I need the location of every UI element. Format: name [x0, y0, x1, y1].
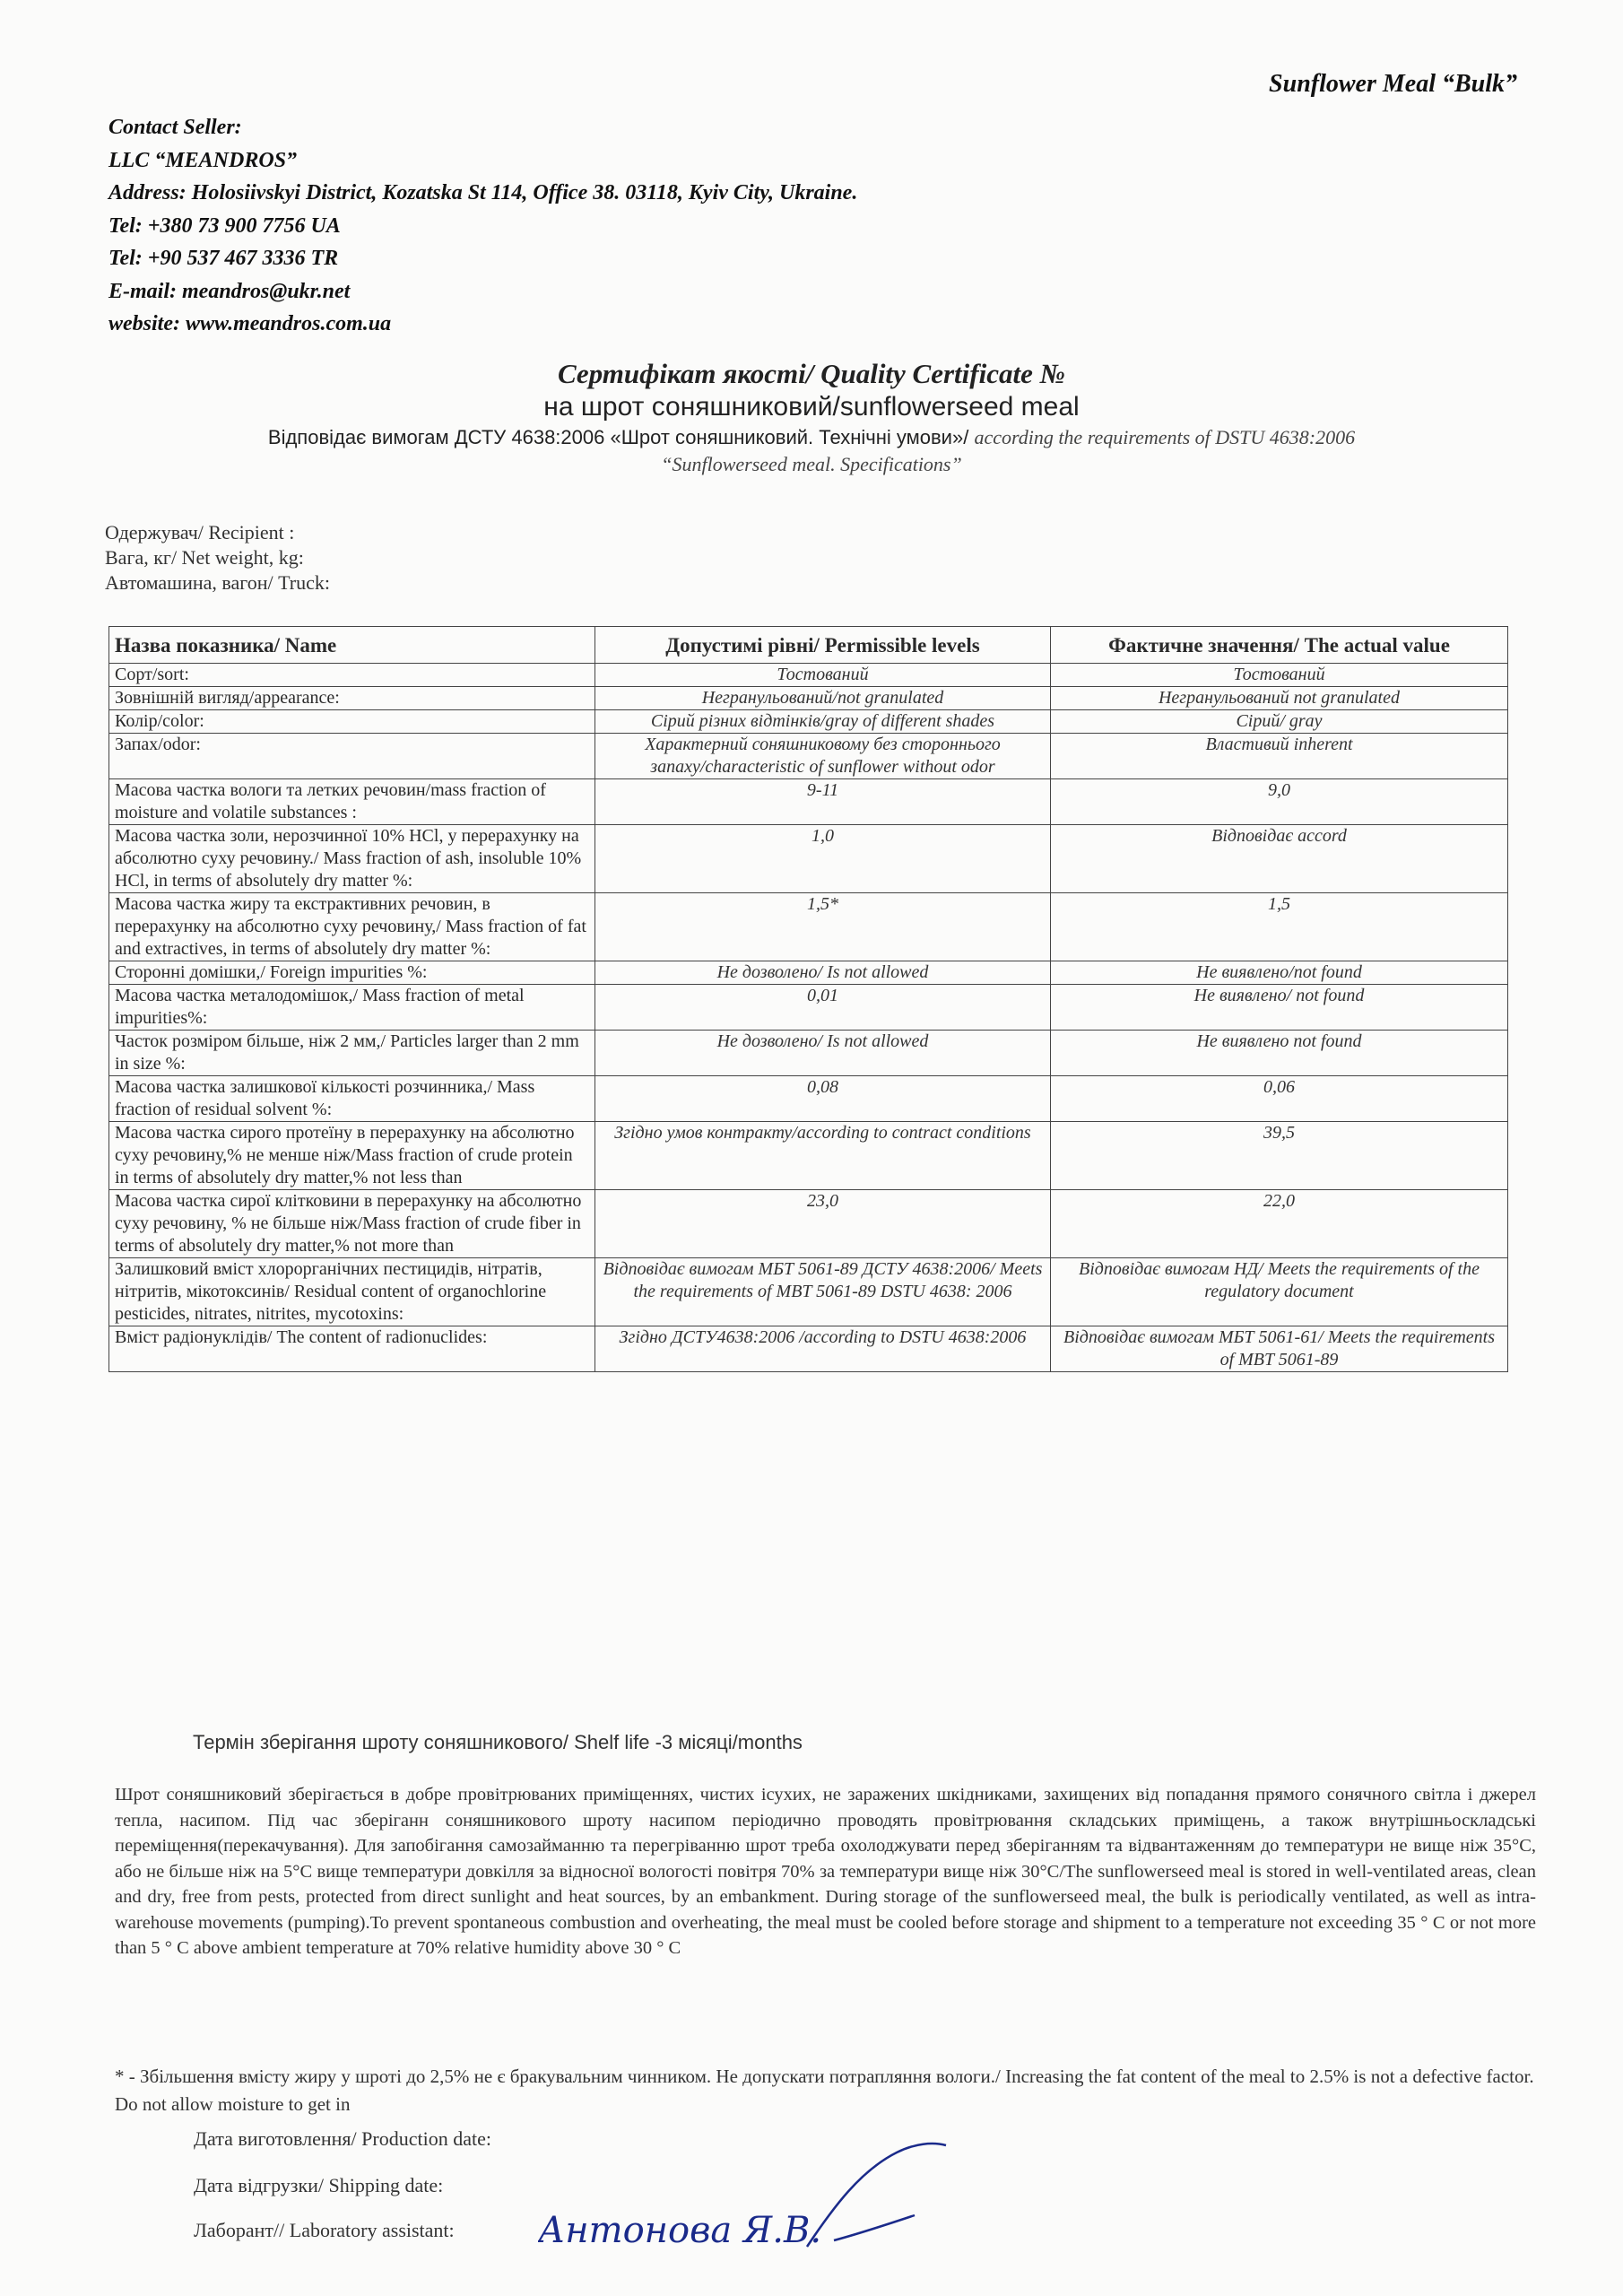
row-name-cell: Масова частка жиру та екстрактивних речовин, в перерахунку на абсолютно суху речовину,/ Mass fraction of fat and extractives, in terms of absolutely dry matter %:: [109, 893, 595, 961]
certificate-standard-en: according the requirements of DSTU 4638:2006: [974, 426, 1356, 448]
row-name-cell: Вміст радіонуклідів/ The content of radionuclides:: [109, 1326, 595, 1372]
table-row: [109, 1326, 1508, 1372]
row-name-cell: Масова частка золи, нерозчинної 10% НСl, у перерахунку на абсолютно суху речовину./ Mass fraction of ash, insoluble 10% HCl, in terms of absolutely dry matter %:: [109, 825, 595, 893]
certificate-standard-en2: “Sunflowerseed meal. Specifications”: [661, 453, 962, 475]
row-permissible-cell: 1,5*: [595, 893, 1051, 961]
table-header-row: [109, 627, 1508, 664]
table-row: [109, 687, 1508, 710]
seller-tel-ua: Tel: +380 73 900 7756 UA: [108, 213, 341, 238]
seller-contact-block: [108, 111, 857, 341]
seller-email: E-mail: meandros@ukr.net: [108, 279, 351, 303]
row-permissible-cell: 0,08: [595, 1076, 1051, 1122]
row-permissible-cell: Тостований: [595, 664, 1051, 687]
storage-conditions: Шрот соняшниковий зберігається в добре провітрюваних приміщеннях, чистих ісухих, не заражених шкідниками, захищених від попадання прямого сонячного світла і джерел тепла, насипом. Під час зберіганн соняшникового шроту насипом періодично проводять провітрювання складських приміщень, а також внутрішньоскладські переміщення(перекачування). Для запобігання самозайманню та перегріванню шрот треба охолоджувати перед зберіганням та відвантаженням до температури не вище ніж 35°С, або не більше ніж на 5°С вище температури довкілля за відносної вологості повітря 70% за температури вище ніж 30°С/The sunflowerseed meal is stored in well-ventilated areas, clean and dry, free from pests, protected from direct sunlight and heat sources, by an embankment. During storage of the sunflowerseed meal, the bulk is periodically ventilated, as well as intra-warehouse movements (pumping).To prevent spontaneous combustion and overheating, the meal must be cooled before storage and shipment to a temperature not exceeding 35 ° C or not more than 5 ° C above ambient temperature at 70% relative humidity above 30 ° C: [115, 1785, 1536, 1958]
certificate-header: [0, 357, 1623, 477]
shelf-life: Термін зберігання шроту соняшникового/ Shelf life -3 місяці/months: [193, 1731, 803, 1753]
certificate-title: Сертифікат якості/ Quality Certificate №: [558, 358, 1065, 389]
row-actual-cell: Не виявлено/ not found: [1051, 985, 1508, 1031]
table-row: [109, 1031, 1508, 1076]
seller-tel-tr: Tel: +90 537 467 3336 TR: [108, 247, 339, 270]
row-permissible-cell: 9-11: [595, 779, 1051, 825]
recipient-block: [105, 520, 330, 596]
row-actual-cell: Не виявлено/not found: [1051, 961, 1508, 985]
table-row: [109, 734, 1508, 779]
footnote: * - Збільшення вмісту жиру у шроті до 2,5% не є бракувальним чинником. Не допускати потрапляння вологи./ Increasing the fat content of the meal to 2.5% is not a defective factor. Do not allow moisture to get in: [115, 2066, 1534, 2115]
row-actual-cell: Сірий/ gray: [1051, 710, 1508, 734]
quality-spec-table: [108, 626, 1508, 1372]
table-row: [109, 1190, 1508, 1258]
row-name-cell: Зовнішній вигляд/appearance:: [109, 687, 595, 710]
row-permissible-cell: Негранульований/not granulated: [595, 687, 1051, 710]
table-row: [109, 1258, 1508, 1326]
row-permissible-cell: Не дозволено/ Is not allowed: [595, 961, 1051, 985]
table-row: [109, 985, 1508, 1031]
row-actual-cell: Тостований: [1051, 664, 1508, 687]
row-name-cell: Сторонні домішки,/ Foreign impurities %:: [109, 961, 595, 985]
seller-company: LLC “MEANDROS”: [108, 148, 298, 172]
table-row: [109, 825, 1508, 893]
signature-icon: [538, 2135, 968, 2260]
row-actual-cell: 39,5: [1051, 1122, 1508, 1190]
row-permissible-cell: Згідно ДСТУ4638:2006 /according to DSTU 4638:2006: [595, 1326, 1051, 1372]
table-row: [109, 779, 1508, 825]
lab-assistant-signature: [538, 2135, 968, 2265]
row-permissible-cell: Сірий різних відтінків/gray of different shades: [595, 710, 1051, 734]
row-actual-cell: Не виявлено not found: [1051, 1031, 1508, 1076]
header-name: Назва показника/ Name: [109, 627, 595, 664]
certificate-standard-ua: Відповідає вимогам ДСТУ 4638:2006 «Шрот соняшниковий. Технічні умови»/: [267, 426, 969, 448]
document-page: Sunflower Meal “Bulk” Contact Seller: LLC “MEANDROS” Address: Holosiivskyi District, Kozatska St 114, Office 38. 03118, Kyiv City, Ukraine. Tel: +380 73 900 7756 UA Tel: +90 537 467 3336 TR E-mail: meandros@ukr.net website: www.meandros.com.ua Сертифікат якості/ Quality Certificate № на шрот соняшниковий/sunflowerseed meal Відповідає вимогам ДСТУ 4638:2006 «Шрот соняшниковий. Технічні умови»/ according the requirements of DSTU 4638:2006 “Sunflowerseed meal. Specifications” Одержувач/ Recipient : Вага, кг/ Net weight, kg: Автомашина, вагон/ Truck: Назва показника/ Name Допустимі рівні/ Permissible levels Фактичне значення/ The actual value Сорт/sort: Тостований Тостований Зовнішній вигляд/appearance: Негранульований/not granulated Негранульований not granulated Колір/color: Сірий різних відтінків/gray of different shades Сірий/ gray Запах/odor: Характерний соняшниковому без стороннього запаху/characteristic of sunflower without odor Властивий inherent Масова частка вологи та летких речовин/mass fraction of moisture and volatile substances : 9-11 9,0 Масова частка золи, нерозчинної 10% НСl, у перерахунку на абсолютно суху речовину./ Mass fraction of ash, insoluble 10% HCl, in terms of absolutely dry matter %: 1,0 Відповідає accord Масова частка жиру та екстрактивних речовин, в перерахунку на абсолютно суху речовину,/ Mass fraction of fat and extractives, in terms of absolutely dry matter %: 1,5* 1,5 Сторонні домішки,/ Foreign impurities %: Не дозволено/ Is not allowed Не виявлено/not found Масова частка металодомішок,/ Mass fraction of metal impurities%: 0,01 Не виявлено/ not found Часток розміром більше, ніж 2 мм,/ Particles larger than 2 mm in size %: Не дозволено/ Is not allowed Не виявлено not found Масова частка залишкової кількості розчинника,/ Mass fraction of residual solvent %: 0,08 0,06 Масова частка сирого протеїну в перерахунку на абсолютно суху речовину,% не менше ніж/Mass fraction of crude protein in terms of absolutely dry matter,% not less than Згідно умов контракту/according to contract conditions 39,5 Масова частка сирої клітковини в перерахунку на абсолютно суху речовину, % не більше ніж/Mass fraction of crude fiber in terms of absolutely dry matter,% not more than 23,0 22,0 Залишковий вміст хлорорганічних пестицидів, нітратів, нітритів, мікотоксинів/ Residual content of organochlorine pesticides, nitrates, nitrites, mycotoxins: Відповідає вимогам МБТ 5061-89 ДСТУ 4638:2006/ Meets the requirements of MBT 5061-89 DSTU 4638: 2006 Відповідає вимогам НД/ Meets the requirements of the regulatory document Вміст радіонуклідів/ The content of radionuclides: Згідно ДСТУ4638:2006 /according to DSTU 4638:2006 Відповідає вимогам МБТ 5061-61/ Meets the requirements of MBT 5061-89 Термін зберігання шроту соняшникового/ Shelf life -3 місяці/months Шрот соняшниковий зберігається в добре провітрюваних приміщеннях, чистих ісухих, не заражених шкідниками, захищених від попадання прямого сонячного світла і джерел тепла, насипом. Під час зберіганн соняшникового шроту насипом періодично проводять провітрювання складських приміщень, а також внутрішньоскладські переміщення(перекачування). Для запобігання самозайманню та перегріванню шрот треба охолоджувати перед зберіганням та відвантаженням до температури не вище ніж 35°С, або не більше ніж на 5°С вище температури довкілля за відносної вологості повітря 70% за температури вище ніж 30°С/The sunflowerseed meal is stored in well-ventilated areas, clean and dry, free from pests, protected from direct sunlight and heat sources, by an embankment. During storage of the sunflowerseed meal, the bulk is periodically ventilated, as well as intra-warehouse movements (pumping).To prevent spontaneous combustion and overheating, the meal must be cooled before storage and shipment to a temperature not exceeding 35 ° C or not more than 5 ° C above ambient temperature at 70% relative humidity above 30 ° C * - Збільшення вмісту жиру у шроті до 2,5% не є бракувальним чинником. Не допускати потрапляння вологи./ Increasing the fat content of the meal to 2.5% is not a defective factor. Do not allow moisture to get in Дата виготовлення/ Production date: Дата відгрузки/ Shipping date: Лаборант// Laboratory assistant: Антонова Я.В.: [0, 0, 1623, 2296]
product-title: Sunflower Meal “Bulk”: [1269, 70, 1517, 98]
seller-address: Address: Holosiivskyi District, Kozatska St 114, Office 38. 03118, Kyiv City, Ukraine.: [108, 181, 858, 204]
row-permissible-cell: 1,0: [595, 825, 1051, 893]
row-permissible-cell: 0,01: [595, 985, 1051, 1031]
signature-text: Антонова Я.В.: [538, 2210, 822, 2251]
table-row: [109, 664, 1508, 687]
seller-heading: Contact Seller:: [108, 116, 242, 139]
row-permissible-cell: 23,0: [595, 1190, 1051, 1258]
row-permissible-cell: Не дозволено/ Is not allowed: [595, 1031, 1051, 1076]
row-name-cell: Масова частка металодомішок,/ Mass fraction of metal impurities%:: [109, 985, 595, 1031]
row-actual-cell: Відповідає вимогам НД/ Meets the requirements of the regulatory document: [1051, 1258, 1508, 1326]
table-row: [109, 1076, 1508, 1122]
truck-label: Автомашина, вагон/ Truck:: [105, 571, 331, 594]
recipient-label: Одержувач/ Recipient :: [105, 521, 295, 544]
row-actual-cell: Властивий inherent: [1051, 734, 1508, 779]
row-name-cell: Колір/color:: [109, 710, 595, 734]
row-name-cell: Масова частка вологи та летких речовин/mass fraction of moisture and volatile substances :: [109, 779, 595, 825]
row-actual-cell: 9,0: [1051, 779, 1508, 825]
row-permissible-cell: Відповідає вимогам МБТ 5061-89 ДСТУ 4638:2006/ Meets the requirements of MBT 5061-89 DSTU 4638: 2006: [595, 1258, 1051, 1326]
header-permissible: Допустимі рівні/ Permissible levels: [595, 627, 1051, 664]
net-weight-label: Вага, кг/ Net weight, kg:: [105, 546, 304, 569]
row-name-cell: Масова частка сирого протеїну в перерахунку на абсолютно суху речовину,% не менше ніж/Mass fraction of crude protein in terms of absolutely dry matter,% not less than: [109, 1122, 595, 1190]
table-row: [109, 893, 1508, 961]
row-permissible-cell: Згідно умов контракту/according to contract conditions: [595, 1122, 1051, 1190]
table-row: [109, 710, 1508, 734]
row-actual-cell: 22,0: [1051, 1190, 1508, 1258]
row-actual-cell: 1,5: [1051, 893, 1508, 961]
header-actual: Фактичне значення/ The actual value: [1051, 627, 1508, 664]
certificate-product: на шрот соняшниковий/sunflowerseed meal: [543, 392, 1080, 422]
seller-website: website: www.meandros.com.ua: [108, 312, 392, 335]
row-name-cell: Масова частка сирої клітковини в перерахунку на абсолютно суху речовину, % не більше ніж/Mass fraction of crude fiber in terms of absolutely dry matter,% not more than: [109, 1190, 595, 1258]
row-name-cell: Масова частка залишкової кількості розчинника,/ Mass fraction of residual solvent %:: [109, 1076, 595, 1122]
row-actual-cell: Відповідає accord: [1051, 825, 1508, 893]
row-name-cell: Запах/odor:: [109, 734, 595, 779]
row-actual-cell: 0,06: [1051, 1076, 1508, 1122]
row-name-cell: Сорт/sort:: [109, 664, 595, 687]
row-actual-cell: Негранульований not granulated: [1051, 687, 1508, 710]
row-name-cell: Часток розміром більше, ніж 2 мм,/ Particles larger than 2 mm in size %:: [109, 1031, 595, 1076]
row-actual-cell: Відповідає вимогам МБТ 5061-61/ Meets the requirements of MBT 5061-89: [1051, 1326, 1508, 1372]
row-permissible-cell: Характерний соняшниковому без стороннього запаху/characteristic of sunflower without odor: [595, 734, 1051, 779]
row-name-cell: Залишковий вміст хлорорганічних пестицидів, нітратів, нітритів, мікотоксинів/ Residual content of organochlorine pesticides, nitrates, nitrites, mycotoxins:: [109, 1258, 595, 1326]
table-row: [109, 1122, 1508, 1190]
table-row: [109, 961, 1508, 985]
